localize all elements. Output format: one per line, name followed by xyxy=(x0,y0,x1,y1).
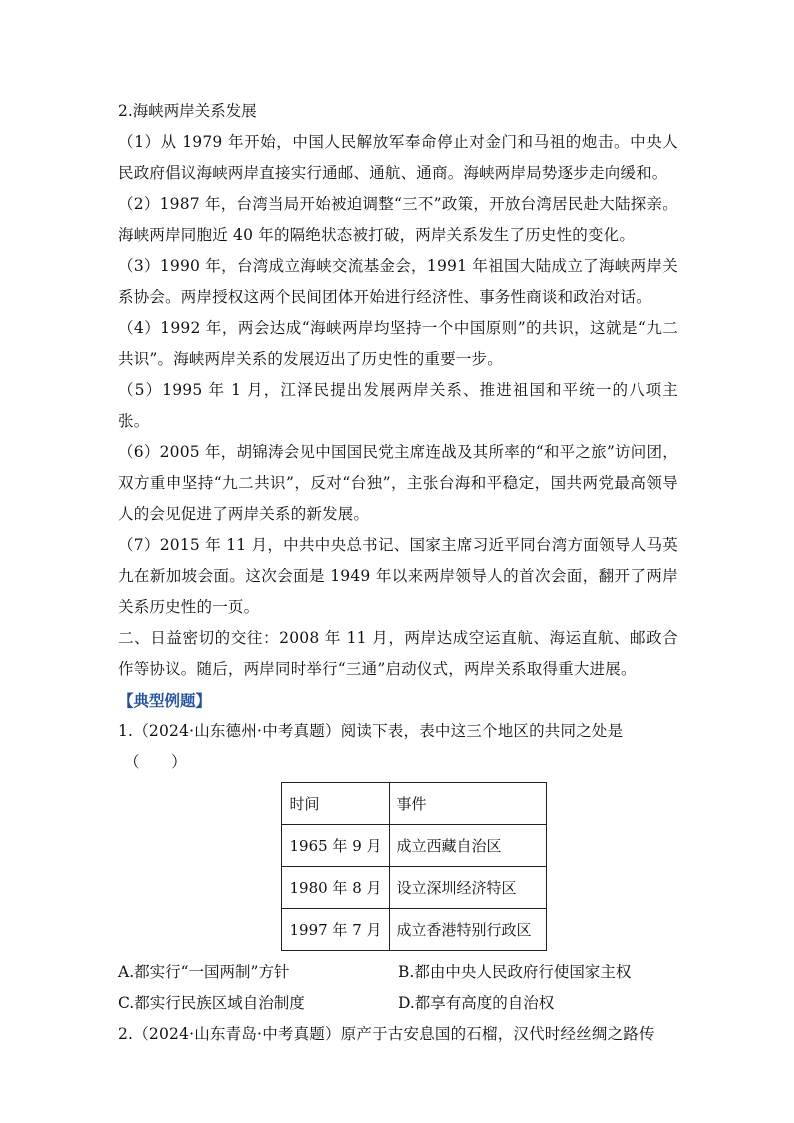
table-cell: 1980 年 8 月 xyxy=(282,867,389,909)
section-title: 2.海峡两岸关系发展 xyxy=(118,102,257,120)
table-cell: 成立香港特别行政区 xyxy=(389,909,546,951)
example-heading: 【典型例题】 xyxy=(118,691,212,710)
question-1-options xyxy=(118,957,678,1019)
question-1-blank: （ ） xyxy=(124,753,187,771)
table-cell: 成立西藏自治区 xyxy=(389,825,546,867)
table-cell: 设立深圳经济特区 xyxy=(389,867,546,909)
table-row xyxy=(282,825,546,867)
paragraph-2: （2）1987 年，台湾当局开始被迫调整“三不”政策，开放台湾居民赴大陆探亲。海峡两岸同胞近 40 年的隔绝状态被打破，两岸关系发生了历史性的变化。 xyxy=(118,195,678,244)
paragraph-6: （6）2005 年，胡锦涛会见中国国民党主席连战及其所率的“和平之旅”访问团，双方重申坚持“九二共识”，反对“台独”，主张台海和平稳定，国共两党最高领导人的会见促进了两岸关系的新发展。 xyxy=(118,443,678,523)
option-b: B.都由中央人民政府行使国家主权 xyxy=(398,963,632,981)
table-row xyxy=(282,909,546,951)
paragraph-4: （4）1992 年，两会达成“海峡两岸均坚持一个中国原则”的共识，这就是“九二共识”。海峡两岸关系的发展迈出了历史性的重要一步。 xyxy=(118,319,678,368)
paragraph-7: （7）2015 年 11 月，中共中央总书记、国家主席习近平同台湾方面领导人马英九在新加坡会面。这次会面是 1949 年以来两岸领导人的首次会面，翻开了两岸关系历史性的一页。 xyxy=(118,536,678,616)
option-a: A.都实行“一国两制”方针 xyxy=(118,963,290,981)
table-header-cell: 事件 xyxy=(389,783,546,825)
table-header-cell: 时间 xyxy=(282,783,389,825)
table-cell: 1997 年 7 月 xyxy=(282,909,389,951)
option-d: D.都享有高度的自治权 xyxy=(398,994,555,1012)
paragraph-exchange: 二、日益密切的交往：2008 年 11 月，两岸达成空运直航、海运直航、邮政合作等协议。随后，两岸同时举行“三通”启动仪式，两岸关系取得重大进展。 xyxy=(118,629,678,678)
table-cell: 1965 年 9 月 xyxy=(282,825,389,867)
option-c: C.都实行民族区域自治制度 xyxy=(118,994,305,1012)
question-1-stem: 1.（2024·山东德州·中考真题）阅读下表，表中这三个地区的共同之处是 xyxy=(118,722,624,740)
question-1-table xyxy=(281,782,546,951)
table-header-row xyxy=(282,783,546,825)
question-2-stem: 2.（2024·山东青岛·中考真题）原产于古安息国的石榴，汉代时经丝绸之路传 xyxy=(118,1025,655,1043)
question-1-table-wrap xyxy=(118,782,678,951)
paragraph-1: （1）从 1979 年开始，中国人民解放军奉命停止对金门和马祖的炮击。中央人民政府倡议海峡两岸直接实行通邮、通航、通商。海峡两岸局势逐步走向缓和。 xyxy=(118,133,678,182)
table-row xyxy=(282,867,546,909)
paragraph-5: （5）1995 年 1 月，江泽民提出发展两岸关系、推进祖国和平统一的八项主张。 xyxy=(118,381,678,430)
document-page xyxy=(118,96,678,1050)
paragraph-3: （3）1990 年，台湾成立海峡交流基金会，1991 年祖国大陆成立了海峡两岸关系协会。两岸授权这两个民间团体开始进行经济性、事务性商谈和政治对话。 xyxy=(118,257,678,306)
